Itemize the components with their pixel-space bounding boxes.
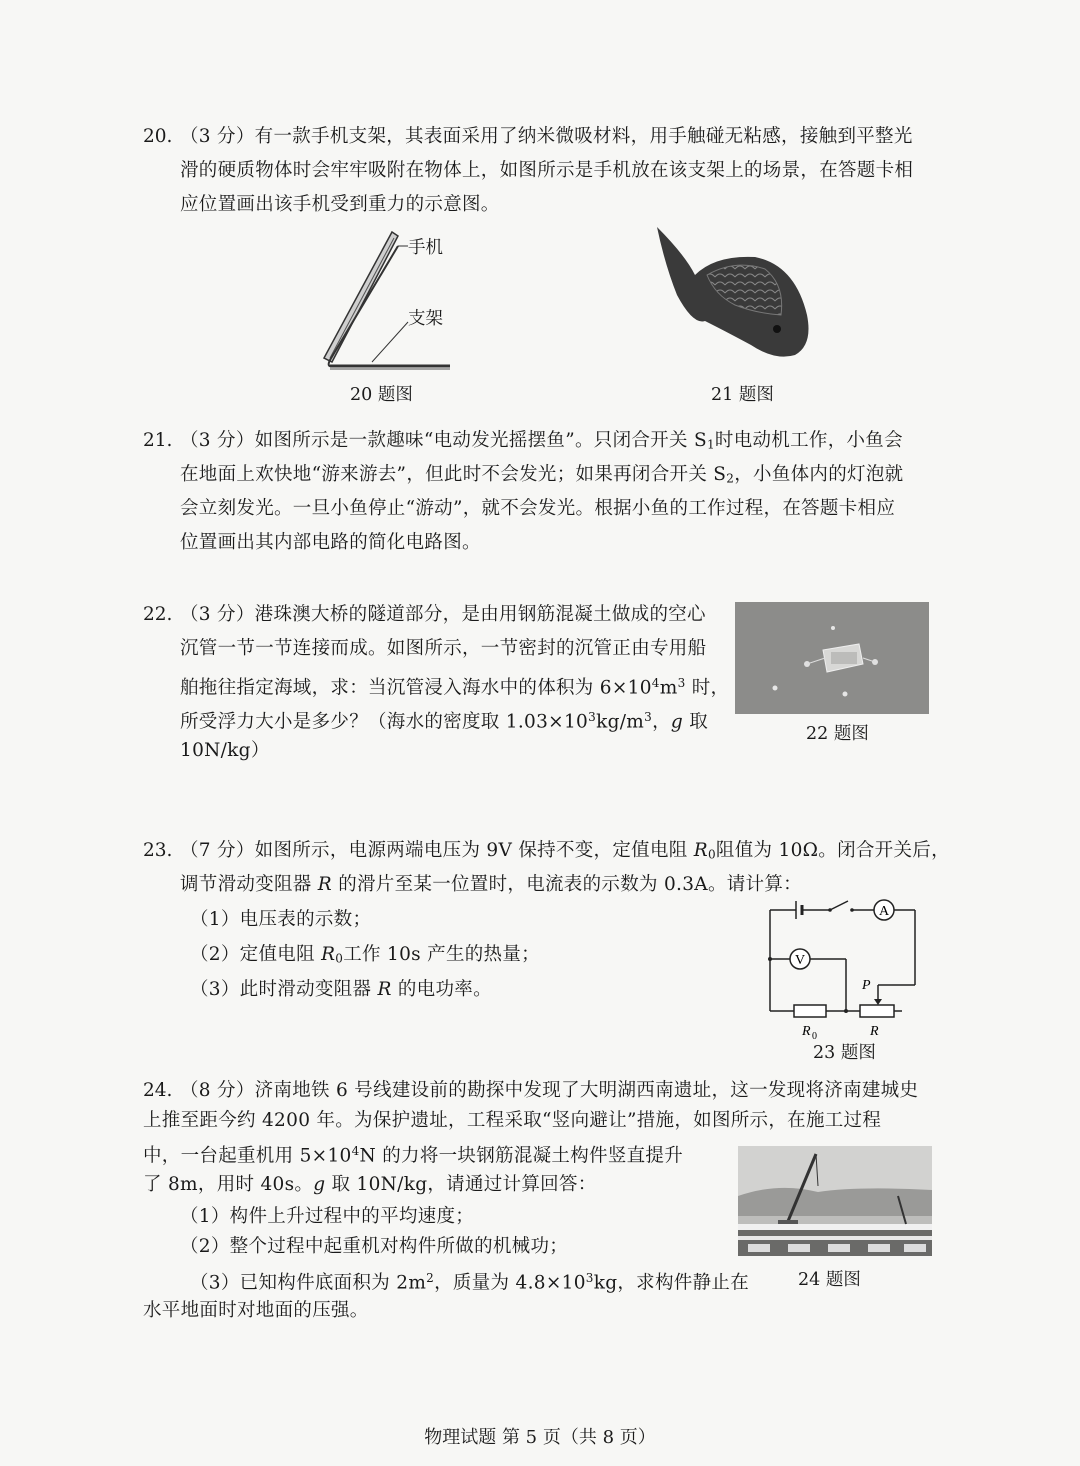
q23-line-1: （7 分）如图所示，电源两端电压为 9V 保持不变，定值电阻 $R_0$阻值为 10Ω。闭合开关后， <box>180 840 950 862</box>
crane-photo <box>738 1146 932 1256</box>
q21-line-2: 在地面上欢快地“游来游去”，但此时不会发光；如果再闭合开关 $S_2$，小鱼体内的灯泡就 <box>180 464 904 486</box>
ammeter-symbol <box>874 900 894 920</box>
slider-label: P <box>862 978 871 993</box>
q23-caption: 23 题图 <box>813 1043 876 1063</box>
page-footer: 物理试题 第 5 页（共 8 页） <box>424 1427 656 1448</box>
rheostat <box>860 1005 894 1017</box>
fish-figure <box>655 225 815 365</box>
q23-sub-2: （2）定值电阻 $R_0$工作 10s 产生的热量； <box>190 944 540 966</box>
q24-sub-2: （2）整个过程中起重机对构件所做的机械功； <box>180 1236 569 1257</box>
q23-sub-1: （1）电压表的示数； <box>190 909 372 930</box>
q24-caption: 24 题图 <box>798 1270 861 1290</box>
r-label: R <box>870 1024 879 1039</box>
phone-illustration <box>324 232 398 362</box>
q24-sub-1: （1）构件上升过程中的平均速度； <box>180 1206 475 1227</box>
q21-line-3: 会立刻发光。一旦小鱼停止“游动”，就不会发光。根据小鱼的工作过程，在答题卡相应 <box>180 498 896 519</box>
switch-symbol <box>828 901 854 912</box>
q20-line-2: 滑的硬质物体时会牢牢吸附在物体上，如图所示是手机放在该支架上的场景，在答题卡相 <box>180 160 914 181</box>
q22-line-3: 舶拖往指定海域，求：当沉管浸入海水中的体积为 $6\times 10^4m^3$ 时， <box>180 676 730 699</box>
tunnel-tube-photo <box>735 602 929 714</box>
r0-label: R <box>802 1024 811 1039</box>
q24-line-4: 了 8m，用时 40s。g 取 10N/kg，请通过计算回答： <box>143 1174 597 1195</box>
voltmeter-symbol <box>790 949 810 969</box>
q21-number: 21. <box>143 430 173 451</box>
circuit-diagram <box>760 895 930 1045</box>
q24-line-2: 上推至距今约 4200 年。为保护遗址，工程采取“竖向避让”措施，如图所示，在施工过程 <box>143 1110 882 1131</box>
q22-caption: 22 题图 <box>806 724 869 744</box>
q23-sub-3: （3）此时滑动变阻器 R 的电功率。 <box>190 979 492 1000</box>
q22-number: 22. <box>143 604 173 625</box>
fish-eye <box>773 325 781 333</box>
q21-caption: 21 题图 <box>711 385 774 405</box>
q24-line-3: 中，一台起重机用 $5\times 10^4N$ 的力将一块钢筋混凝土构件竖直提升 <box>143 1144 684 1167</box>
q21-line-1: （3 分）如图所示是一款趣味“电动发光摇摆鱼”。只闭合开关 $S_1$时电动机工作，小鱼会 <box>180 430 903 452</box>
stand-leader-line <box>372 322 408 362</box>
q23-number: 23. <box>143 840 173 861</box>
q22-line-1: （3 分）港珠澳大桥的隧道部分，是由用钢筋混凝土做成的空心 <box>180 604 706 625</box>
q20-caption: 20 题图 <box>350 385 413 405</box>
q24-number: 24. <box>143 1080 173 1101</box>
r0-label-sub: 0 <box>812 1031 817 1042</box>
label-phone: 手机 <box>408 238 443 258</box>
q22-line-5: 10N/kg） <box>180 740 270 761</box>
battery-symbol <box>796 901 802 919</box>
q22-line-4: 所受浮力大小是多少？（海水的密度取 $1.03\times 10^3kg/m^3$，g 取 <box>180 710 709 733</box>
ammeter-label: A <box>878 904 890 919</box>
q20-line-1: （3 分）有一款手机支架，其表面采用了纳米微吸材料，用手触碰无粘感，接触到平整光 <box>180 126 913 147</box>
q20-line-3: 应位置画出该手机受到重力的示意图。 <box>180 194 500 215</box>
q21-line-4: 位置画出其内部电路的简化电路图。 <box>180 532 481 553</box>
r0-resistor <box>794 1005 826 1017</box>
q23-line-2: 调节滑动变阻器 R 的滑片至某一位置时，电流表的示数为 0.3A。请计算： <box>180 874 802 895</box>
q20-number: 20. <box>143 126 173 147</box>
q24-sub-3: （3）已知构件底面积为 $2m^2$，质量为 $4.8\times 10^3kg$，求构件静止在 <box>190 1271 749 1294</box>
label-stand: 支架 <box>408 309 443 329</box>
q24-line-last: 水平地面时对地面的压强。 <box>143 1300 369 1321</box>
voltmeter-label: V <box>794 953 806 968</box>
q22-line-2: 沉管一节一节连接而成。如图所示，一节密封的沉管正由专用船 <box>180 638 707 659</box>
phone-stand-figure <box>300 222 480 382</box>
q24-line-1: （8 分）济南地铁 6 号线建设前的勘探中发现了大明湖西南遗址，这一发现将济南建城史 <box>180 1080 919 1101</box>
slider-arrow <box>874 999 882 1005</box>
